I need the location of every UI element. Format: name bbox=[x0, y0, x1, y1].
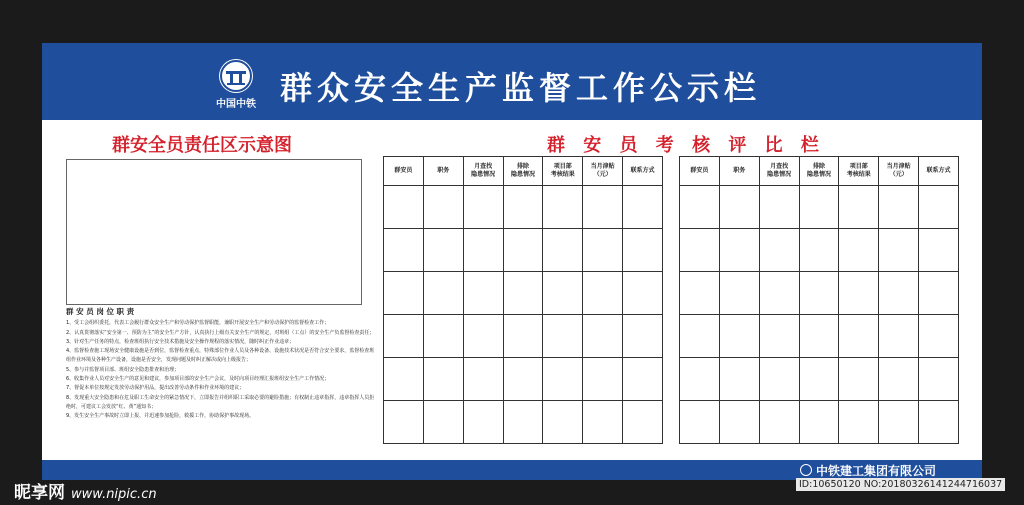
logo-text: 中国中铁 bbox=[216, 99, 256, 110]
table-cell bbox=[583, 272, 623, 315]
table-cell bbox=[623, 401, 663, 444]
company-logo-icon bbox=[800, 464, 812, 476]
table-cell bbox=[879, 358, 919, 401]
table-cell bbox=[680, 315, 720, 358]
table-cell bbox=[463, 272, 503, 315]
table-cell bbox=[543, 401, 583, 444]
header-cell: 排除 隐患情况 bbox=[799, 157, 839, 186]
watermark-url: www.nipic.cn bbox=[71, 487, 157, 502]
header-cell: 项目部 考核结果 bbox=[543, 157, 583, 186]
duty-item: 2、认真贯彻落实“安全第一、预防为主”的安全生产方针，认真执行上级有关安全生产的规定，对班组（工点）的安全生产负监督检查责任； bbox=[66, 329, 375, 336]
table-row bbox=[680, 229, 959, 272]
company-label: 中铁建工集团有限公司 bbox=[816, 464, 937, 478]
table-cell bbox=[719, 401, 759, 444]
table-cell bbox=[759, 229, 799, 272]
table-cell bbox=[384, 358, 424, 401]
table-cell bbox=[543, 315, 583, 358]
table-cell bbox=[799, 315, 839, 358]
table-cell bbox=[623, 315, 663, 358]
table-cell bbox=[583, 186, 623, 229]
table-cell bbox=[799, 272, 839, 315]
table-cell bbox=[839, 229, 879, 272]
table-cell bbox=[384, 229, 424, 272]
left-section-title: 群安全员责任区示意图 bbox=[112, 135, 292, 156]
table-cell bbox=[543, 186, 583, 229]
table-cell bbox=[839, 315, 879, 358]
table-cell bbox=[463, 401, 503, 444]
table-cell bbox=[919, 358, 959, 401]
duty-item: 8、发现重大安全隐患和在危及职工生命安全的紧急情况下，立即报告并组织职工采取必要的避险措施；有权制止违章指挥，违章指挥人员拒绝时，可建议工会发放“红、黄”通知书； bbox=[66, 394, 375, 410]
table-cell bbox=[503, 315, 543, 358]
table-cell bbox=[680, 358, 720, 401]
table-cell bbox=[623, 186, 663, 229]
duties-title: 群 安 员 岗 位 职 责 bbox=[66, 307, 135, 316]
table-cell bbox=[423, 401, 463, 444]
table-row bbox=[384, 358, 663, 401]
main-title: 群众安全生产监督工作公示栏 bbox=[280, 69, 762, 107]
table-row bbox=[680, 186, 959, 229]
watermark-brand: 昵享网 bbox=[14, 483, 65, 503]
table-cell bbox=[423, 229, 463, 272]
table-cell bbox=[719, 272, 759, 315]
table-cell bbox=[759, 186, 799, 229]
table-row bbox=[680, 401, 959, 444]
table-cell bbox=[384, 315, 424, 358]
table-cell bbox=[799, 229, 839, 272]
table-cell bbox=[384, 401, 424, 444]
table-cell bbox=[919, 272, 959, 315]
duty-item: 9、发生安全生产事故时立即上报，并迅速参加抢险，救援工作，协助保护事故现场。 bbox=[66, 413, 255, 420]
table-cell bbox=[680, 401, 720, 444]
table-row bbox=[384, 315, 663, 358]
header-cell: 群安员 bbox=[384, 157, 424, 186]
table-cell bbox=[879, 401, 919, 444]
table-cell bbox=[384, 186, 424, 229]
header-cell: 月查找 隐患情况 bbox=[463, 157, 503, 186]
duty-item: 7、督促本单位按规定发放劳动保护用品，提出改善劳动条件和作业环境的建议； bbox=[66, 385, 245, 392]
table-cell bbox=[759, 315, 799, 358]
table-cell bbox=[623, 272, 663, 315]
table-cell bbox=[879, 186, 919, 229]
table-row bbox=[384, 186, 663, 229]
table-cell bbox=[503, 229, 543, 272]
header-cell: 当月津贴 （元） bbox=[879, 157, 919, 186]
table-cell bbox=[879, 315, 919, 358]
table-cell bbox=[799, 358, 839, 401]
table-cell bbox=[719, 315, 759, 358]
table-cell bbox=[719, 229, 759, 272]
table-cell bbox=[879, 272, 919, 315]
header-cell: 当月津贴 （元） bbox=[583, 157, 623, 186]
table-cell bbox=[463, 315, 503, 358]
table-cell bbox=[919, 186, 959, 229]
duty-item: 3、针对生产任务的特点，检查班组执行安全技术措施及安全操作规程的落实情况，随时纠正作业违章； bbox=[66, 338, 295, 345]
duties-panel bbox=[66, 307, 378, 457]
table-cell bbox=[503, 272, 543, 315]
header-cell: 职务 bbox=[423, 157, 463, 186]
table-cell bbox=[623, 358, 663, 401]
table-cell bbox=[583, 358, 623, 401]
footer-banner bbox=[42, 460, 982, 480]
table-cell bbox=[463, 358, 503, 401]
table-cell bbox=[799, 186, 839, 229]
header-cell: 联系方式 bbox=[623, 157, 663, 186]
table-cell bbox=[919, 315, 959, 358]
table-cell bbox=[839, 186, 879, 229]
table-cell bbox=[423, 272, 463, 315]
duty-item: 1、受工会组织委托，代表工会履行群众安全生产和劳动保护监督职能，兼职开展安全生产和劳动保护的监督检查工作； bbox=[66, 320, 330, 327]
table-cell bbox=[503, 186, 543, 229]
table-cell bbox=[759, 272, 799, 315]
table-cell bbox=[680, 229, 720, 272]
table-cell bbox=[839, 401, 879, 444]
table-row bbox=[680, 358, 959, 401]
table-row bbox=[384, 272, 663, 315]
header-cell: 月查找 隐患情况 bbox=[759, 157, 799, 186]
watermark-id: ID:10650120 NO:20180326141244716037 bbox=[796, 478, 1005, 491]
duty-item: 5、参与并监督项目部、班组安全隐患排查和治理； bbox=[66, 366, 180, 373]
table-cell bbox=[799, 401, 839, 444]
notice-board bbox=[42, 43, 982, 480]
watermark-left bbox=[14, 478, 157, 503]
table-cell bbox=[503, 401, 543, 444]
right-section-title: 群 安 员 考 核 评 比 栏 bbox=[547, 135, 825, 156]
table-cell bbox=[463, 229, 503, 272]
table-row bbox=[384, 229, 663, 272]
table-row bbox=[384, 401, 663, 444]
header-cell: 联系方式 bbox=[919, 157, 959, 186]
table-cell bbox=[463, 186, 503, 229]
header-cell: 排除 隐患情况 bbox=[503, 157, 543, 186]
table-cell bbox=[543, 272, 583, 315]
table-cell bbox=[543, 358, 583, 401]
table-cell bbox=[759, 358, 799, 401]
header-cell: 职务 bbox=[719, 157, 759, 186]
assessment-table-left bbox=[383, 156, 663, 444]
table-cell bbox=[423, 315, 463, 358]
duty-item: 4、监督检查施工现场安全健康设施是否到位，监督检查重点，特殊部位作业人员及各种设备、设施技术状况是否符合安全要求，监督检查班组作业环境及各种生产设备，设施是否安全，发现问题及时纠正解决或向上级报告； bbox=[66, 348, 375, 364]
table-cell bbox=[503, 358, 543, 401]
table-cell bbox=[680, 186, 720, 229]
table-cell bbox=[423, 358, 463, 401]
table-row bbox=[680, 315, 959, 358]
header-cell: 项目部 考核结果 bbox=[839, 157, 879, 186]
company-name bbox=[800, 462, 936, 479]
crec-logo-icon bbox=[219, 59, 253, 93]
table-cell bbox=[839, 358, 879, 401]
table-cell bbox=[839, 272, 879, 315]
table-cell bbox=[680, 272, 720, 315]
responsibility-area-map-box bbox=[66, 159, 362, 305]
header-banner bbox=[42, 43, 982, 120]
assessment-table-right bbox=[679, 156, 959, 444]
table-row bbox=[680, 272, 959, 315]
crec-logo bbox=[207, 59, 265, 117]
table-cell bbox=[879, 229, 919, 272]
table-cell bbox=[623, 229, 663, 272]
table-cell bbox=[423, 186, 463, 229]
table-cell bbox=[543, 229, 583, 272]
header-cell: 群安员 bbox=[680, 157, 720, 186]
duty-item: 6、收集作业人员对安全生产的意见和建议，参加项目部的安全生产会议，及时向项目经理汇报班组安全生产工作情况； bbox=[66, 376, 330, 383]
table-cell bbox=[583, 401, 623, 444]
table-cell bbox=[719, 358, 759, 401]
table-cell bbox=[759, 401, 799, 444]
table-cell bbox=[919, 229, 959, 272]
table-cell bbox=[919, 401, 959, 444]
table-cell bbox=[384, 272, 424, 315]
table-cell bbox=[719, 186, 759, 229]
table-cell bbox=[583, 315, 623, 358]
table-cell bbox=[583, 229, 623, 272]
